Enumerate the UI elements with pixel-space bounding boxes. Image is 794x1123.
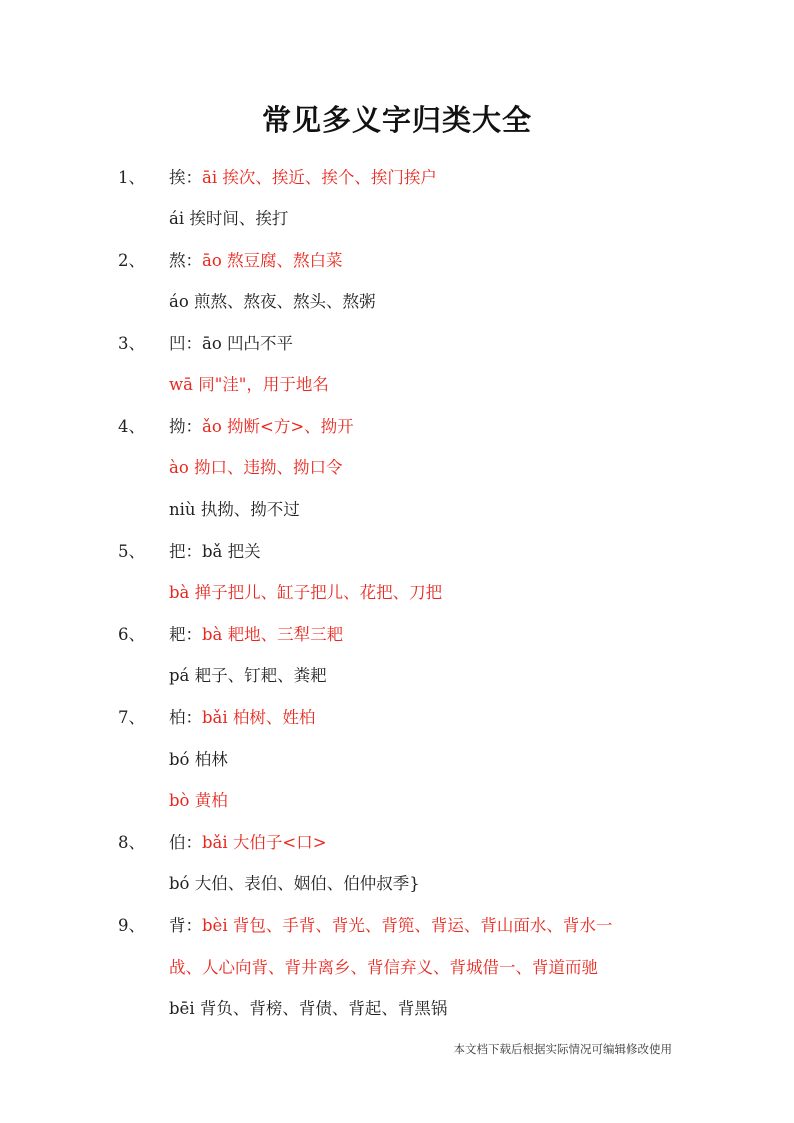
entry-1-line-2: [0, 207, 794, 231]
reading-text: 战、人心向背、背井离乡、背信弃义、背城借一、背道而驰: [169, 958, 598, 977]
entry-3-line-1: [0, 332, 794, 356]
reading-text: āi 挨次、挨近、挨个、挨门挨户: [202, 168, 437, 187]
entry-character: [169, 166, 437, 190]
char-label: 耙：: [169, 625, 202, 644]
entry-8-line-1: [0, 831, 794, 855]
char-label: 挨：: [169, 168, 202, 187]
entry-number: 3、: [118, 334, 145, 353]
entry-6-line-1: [0, 623, 794, 647]
entry-2-line-2: [0, 290, 794, 314]
entry-number: 8、: [118, 833, 145, 852]
entry-8-line-2: [0, 872, 794, 896]
entry-character: [169, 831, 327, 855]
entry-1-line-1: [0, 166, 794, 190]
reading-text: bó 大伯、表伯、姻伯、伯仲叔季}: [169, 874, 420, 893]
entry-9-line-3: [0, 997, 794, 1021]
reading-text: bǎ 把关: [202, 542, 261, 561]
entry-number: 5、: [118, 542, 145, 561]
entry-character: [169, 706, 315, 730]
reading-text: bǎi 大伯子<口>: [202, 833, 327, 852]
entry-6-line-2: [0, 664, 794, 688]
entry-9-line-1: [0, 914, 794, 938]
reading-text: āo 熬豆腐、熬白菜: [202, 251, 343, 270]
char-label: 伯：: [169, 833, 202, 852]
entry-character: [169, 623, 343, 647]
reading-text: ào 拗口、违拗、拗口令: [169, 458, 343, 477]
entry-5-line-2: [0, 581, 794, 605]
entry-character: [169, 914, 612, 938]
reading-text: bèi 背包、手背、背光、背篼、背运、背山面水、背水一: [202, 916, 613, 935]
entry-2-line-1: [0, 249, 794, 273]
entry-number: 2、: [118, 251, 145, 270]
entry-5-line-1: [0, 540, 794, 564]
reading-text: niù 执拗、拗不过: [169, 500, 300, 519]
char-label: 柏：: [169, 708, 202, 727]
reading-text: bà 耙地、三犁三耙: [202, 625, 344, 644]
entry-7-line-2: [0, 748, 794, 772]
document-title: 常见多义字归类大全: [261, 103, 532, 137]
entry-number: 6、: [118, 625, 145, 644]
entry-character: [169, 249, 343, 273]
entry-number: 7、: [118, 708, 145, 727]
entry-4-line-1: [0, 415, 794, 439]
entry-7-line-1: [0, 706, 794, 730]
footer-note: 本文档下载后根据实际情况可编辑修改使用: [453, 1042, 672, 1056]
char-label: 把：: [169, 542, 202, 561]
reading-text: áo 煎熬、熬夜、熬头、熬粥: [169, 292, 376, 311]
char-label: 熬：: [169, 251, 202, 270]
reading-text: bǎi 柏树、姓柏: [202, 708, 316, 727]
entry-7-line-3: [0, 789, 794, 813]
entry-number: 4、: [118, 417, 145, 436]
entry-4-line-3: [0, 498, 794, 522]
entry-character: [169, 332, 293, 356]
reading-text: bó 柏林: [169, 750, 228, 769]
char-label: 凹：: [169, 334, 202, 353]
reading-text: āo 凹凸不平: [202, 334, 294, 353]
entry-character: [169, 415, 354, 439]
entry-3-line-2: [0, 373, 794, 397]
entry-character: [169, 540, 261, 564]
char-label: 背：: [169, 916, 202, 935]
reading-text: wā 同"洼"，用于地名: [169, 375, 329, 394]
reading-text: bēi 背负、背榜、背债、背起、背黑锅: [169, 999, 448, 1018]
entry-number: 1、: [118, 168, 145, 187]
reading-text: bò 黄柏: [169, 791, 228, 810]
reading-text: ǎo 拗断<方>、拗开: [202, 417, 354, 436]
char-label: 拗：: [169, 417, 202, 436]
reading-text: ái 挨时间、挨打: [169, 209, 289, 228]
entry-9-line-2: [0, 956, 794, 980]
reading-text: pá 耙子、钉耙、粪耙: [169, 666, 327, 685]
reading-text: bà 掸子把儿、缸子把儿、花把、刀把: [169, 583, 443, 602]
entry-4-line-2: [0, 456, 794, 480]
entry-number: 9、: [118, 916, 145, 935]
